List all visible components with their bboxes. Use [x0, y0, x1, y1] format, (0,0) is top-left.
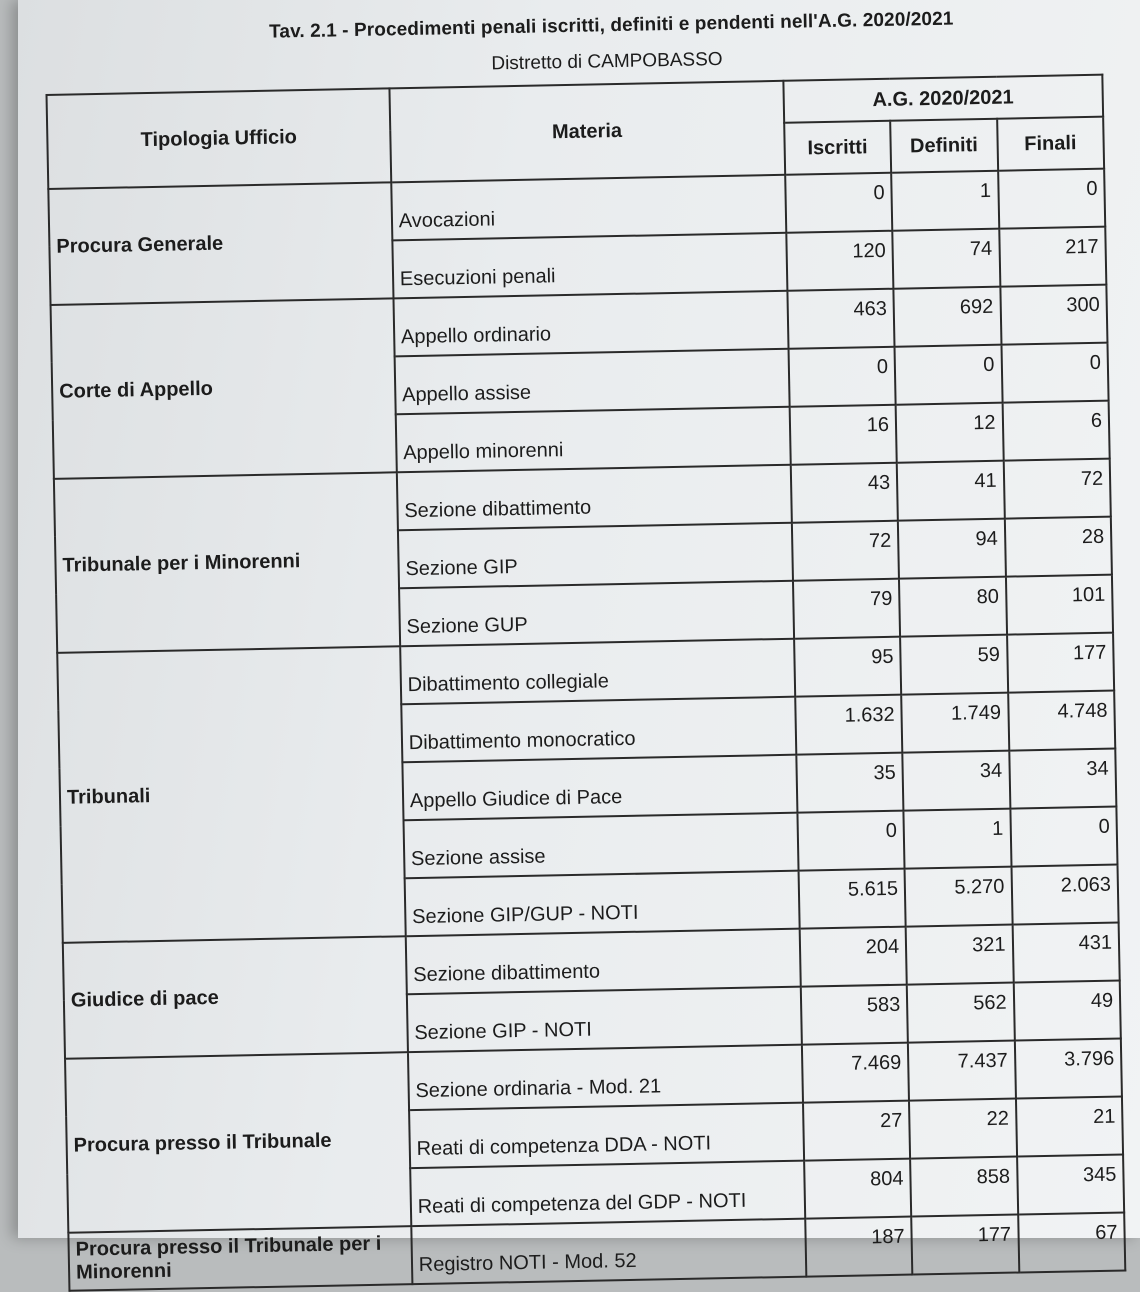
iscritti-cell: 120 — [786, 231, 894, 291]
materia-cell: Avocazioni — [391, 175, 786, 241]
finali-cell: 0 — [1001, 343, 1109, 403]
tipologia-ufficio-cell: Giudice di pace — [63, 936, 408, 1059]
finali-cell: 431 — [1012, 923, 1120, 983]
tipologia-ufficio-cell: Tribunale per i Minorenni — [54, 472, 400, 653]
definiti-cell: 94 — [898, 519, 1006, 579]
definiti-cell: 1 — [903, 809, 1011, 869]
header-definiti: Definiti — [890, 119, 997, 173]
iscritti-cell: 204 — [799, 927, 907, 987]
finali-cell: 345 — [1017, 1154, 1125, 1214]
materia-cell: Sezione assise — [403, 813, 798, 879]
tipologia-ufficio-cell: Procura Generale — [48, 182, 393, 305]
document-content — [44, 0, 1132, 1292]
header-period: A.G. 2020/2021 — [783, 75, 1103, 123]
materia-cell: Dibattimento monocratico — [401, 697, 796, 763]
table-title: Tav. 2.1 - Procedimenti penali iscritti, definiti e pendenti nell'A.G. 2020/2021 — [268, 8, 954, 43]
iscritti-cell: 7.469 — [802, 1043, 910, 1103]
definiti-cell: 80 — [899, 577, 1007, 637]
materia-cell: Sezione dibattimento — [405, 929, 800, 995]
materia-cell: Registro NOTI - Mod. 52 — [411, 1219, 806, 1285]
definiti-cell: 7.437 — [908, 1041, 1016, 1101]
statistics-table — [45, 74, 1126, 1292]
materia-cell: Sezione ordinaria - Mod. 21 — [408, 1045, 803, 1111]
iscritti-cell: 95 — [794, 637, 902, 697]
materia-cell: Appello Giudice di Pace — [402, 755, 797, 821]
materia-cell: Reati di competenza DDA - NOTI — [409, 1103, 804, 1169]
materia-cell: Appello minorenni — [395, 407, 790, 473]
iscritti-cell: 463 — [787, 289, 895, 349]
iscritti-cell: 79 — [793, 579, 901, 639]
definiti-cell: 34 — [902, 751, 1010, 811]
definiti-cell: 41 — [897, 461, 1005, 521]
definiti-cell: 321 — [906, 925, 1014, 985]
definiti-cell: 22 — [909, 1099, 1017, 1159]
finali-cell: 2.063 — [1011, 865, 1119, 925]
definiti-cell: 1 — [891, 171, 999, 231]
iscritti-cell: 35 — [796, 753, 904, 813]
header-finali: Finali — [997, 117, 1104, 171]
finali-cell: 3.796 — [1014, 1039, 1122, 1099]
header-materia: Materia — [389, 81, 785, 183]
materia-cell: Sezione GUP — [399, 581, 794, 647]
iscritti-cell: 0 — [788, 347, 896, 407]
definiti-cell: 1.749 — [901, 693, 1009, 753]
definiti-cell: 59 — [900, 635, 1008, 695]
iscritti-cell: 43 — [790, 463, 898, 523]
tipologia-ufficio-cell: Procura presso il Tribunale per i Minorenni — [68, 1226, 412, 1291]
materia-cell: Reati di competenza del GDP - NOTI — [410, 1161, 805, 1227]
definiti-cell: 74 — [892, 229, 1000, 289]
materia-cell: Sezione GIP — [398, 523, 793, 589]
iscritti-cell: 0 — [797, 811, 905, 871]
tipologia-ufficio-cell: Tribunali — [57, 646, 405, 943]
finali-cell: 21 — [1015, 1097, 1123, 1157]
iscritti-cell: 16 — [789, 405, 897, 465]
iscritti-cell: 1.632 — [795, 695, 903, 755]
finali-cell: 6 — [1002, 401, 1110, 461]
finali-cell: 177 — [1007, 633, 1115, 693]
iscritti-cell: 583 — [800, 985, 908, 1045]
materia-cell: Dibattimento collegiale — [400, 639, 795, 705]
header-iscritti: Iscritti — [784, 121, 891, 175]
iscritti-cell: 804 — [804, 1159, 912, 1219]
iscritti-cell: 27 — [803, 1101, 911, 1161]
finali-cell: 34 — [1009, 749, 1117, 809]
definiti-cell: 12 — [896, 403, 1004, 463]
definiti-cell: 562 — [907, 983, 1015, 1043]
finali-cell: 4.748 — [1008, 691, 1116, 751]
finali-cell: 101 — [1005, 575, 1113, 635]
finali-cell: 300 — [1000, 285, 1108, 345]
finali-cell: 217 — [999, 227, 1107, 287]
definiti-cell: 692 — [893, 287, 1001, 347]
definiti-cell: 858 — [910, 1157, 1018, 1217]
materia-cell: Appello ordinario — [393, 291, 788, 357]
iscritti-cell: 72 — [791, 521, 899, 581]
materia-cell: Sezione GIP/GUP - NOTI — [404, 871, 799, 937]
materia-cell: Sezione dibattimento — [397, 465, 792, 531]
finali-cell: 0 — [998, 169, 1106, 229]
definiti-cell: 177 — [911, 1215, 1019, 1275]
document-page — [18, 0, 1140, 1284]
materia-cell: Esecuzioni penali — [392, 233, 787, 299]
iscritti-cell: 187 — [805, 1217, 913, 1277]
finali-cell: 28 — [1004, 517, 1112, 577]
materia-cell: Sezione GIP - NOTI — [407, 987, 802, 1053]
table-subtitle: Distretto di CAMPOBASSO — [491, 48, 723, 75]
finali-cell: 72 — [1003, 459, 1111, 519]
tipologia-ufficio-cell: Corte di Appello — [51, 298, 397, 479]
finali-cell: 49 — [1013, 981, 1121, 1041]
definiti-cell: 0 — [895, 345, 1003, 405]
iscritti-cell: 5.615 — [798, 869, 906, 929]
header-tipologia: Tipologia Ufficio — [47, 88, 392, 189]
tipologia-ufficio-cell: Procura presso il Tribunale — [65, 1052, 411, 1233]
finali-cell: 67 — [1018, 1212, 1126, 1272]
definiti-cell: 5.270 — [905, 867, 1013, 927]
materia-cell: Appello assise — [394, 349, 789, 415]
finali-cell: 0 — [1010, 807, 1118, 867]
table-body — [48, 169, 1125, 1291]
iscritti-cell: 0 — [785, 173, 893, 233]
